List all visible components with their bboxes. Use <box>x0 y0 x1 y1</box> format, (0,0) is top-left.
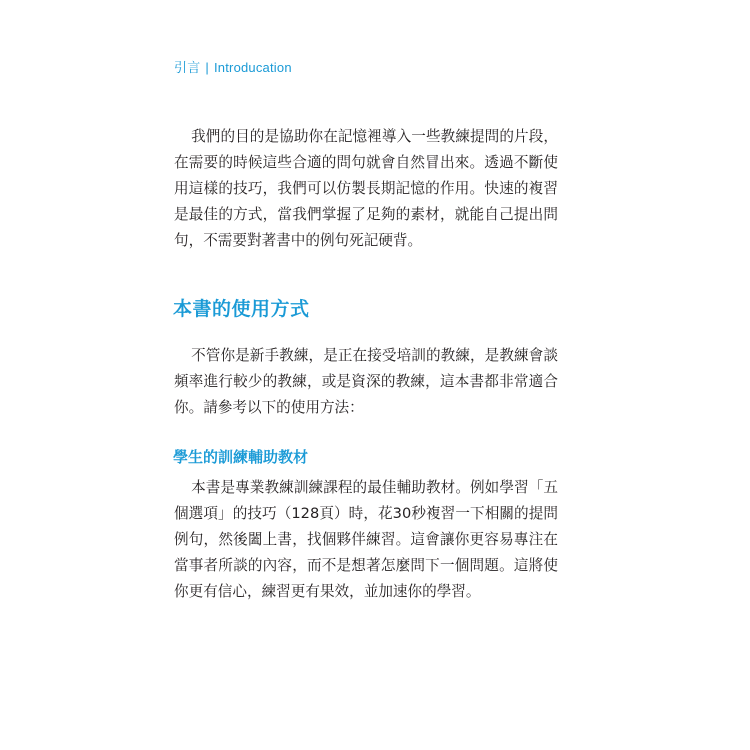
intro-paragraph <box>174 124 558 254</box>
chapter-label-zh: 引言 <box>174 60 201 75</box>
subsection-heading: 學生的訓練輔助教材 <box>173 448 309 466</box>
header-separator: | <box>205 60 209 75</box>
section-paragraph-text: 不管你是新手教練，是正在接受培訓的教練，是教練會談頻率進行較少的教練，或是資深的教練，這本書都非常適合你。請參考以下的使用方法： <box>174 347 558 416</box>
section-paragraph <box>174 343 558 421</box>
subsection-paragraph-text: 本書是專業教練訓練課程的最佳輔助教材。例如學習「五個選項」的技巧（128頁）時，花30秒複習一下相關的提問例句，然後闔上書，找個夥伴練習。這會讓你更容易專注在當事者所談的內容，而不是想著怎麼問下一個問題。這將使你更有信心，練習更有果效，並加速你的學習。 <box>174 479 558 600</box>
running-header <box>174 57 292 76</box>
subsection-paragraph <box>174 475 558 605</box>
chapter-label-en: Introducation <box>213 60 292 75</box>
section-heading: 本書的使用方式 <box>173 298 310 320</box>
intro-paragraph-text: 我們的目的是協助你在記憶裡導入一些教練提問的片段，在需要的時候這些合適的問句就會自然冒出來。透過不斷使用這樣的技巧，我們可以仿製長期記憶的作用。快速的複習是最佳的方式，當我們掌握了足夠的素材，就能自己提出問句，不需要對著書中的例句死記硬背。 <box>174 128 558 249</box>
